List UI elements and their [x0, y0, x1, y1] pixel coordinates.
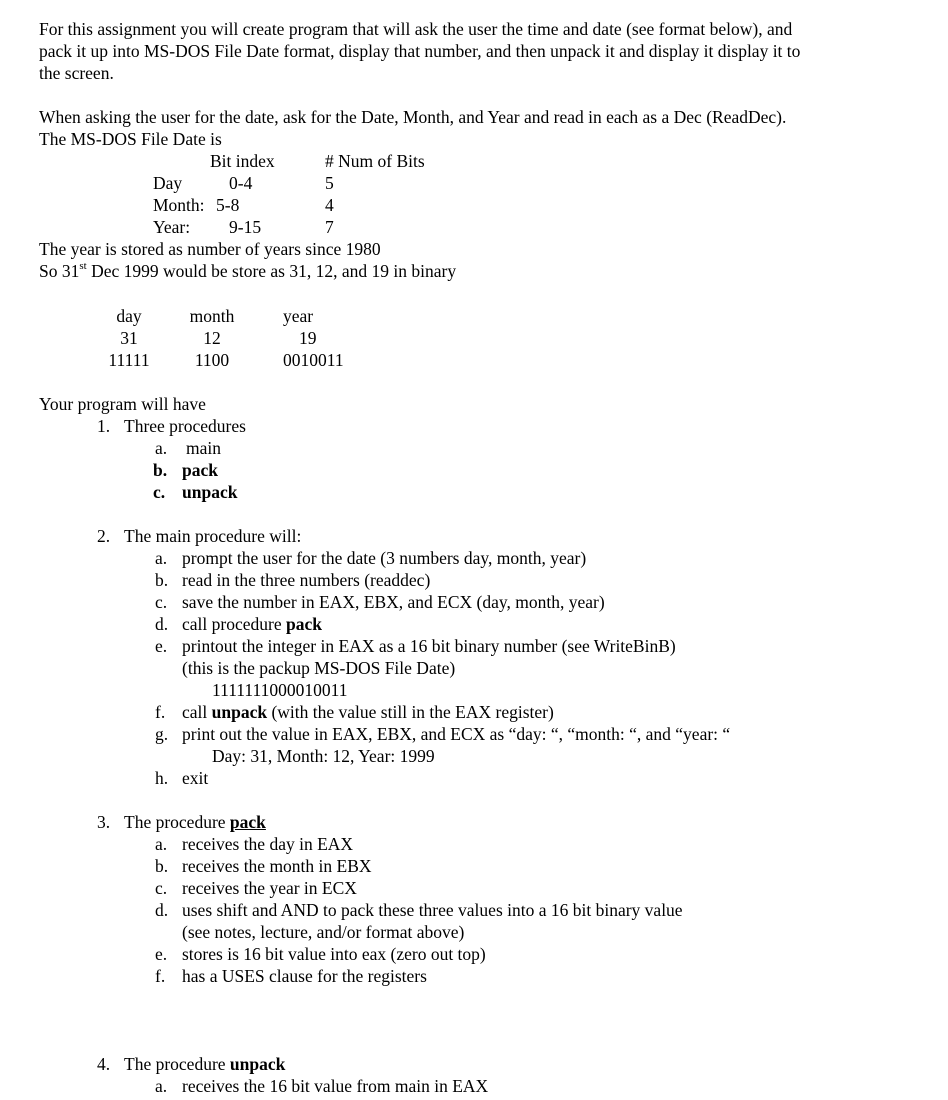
year-note-line-1: The year is stored as number of years since 1980 — [39, 239, 381, 259]
pack-e-letter: e. — [155, 944, 168, 964]
main-g-example: Day: 31, Month: 12, Year: 1999 — [212, 746, 435, 766]
main-e-letter: e. — [155, 636, 168, 656]
main-b-letter: b. — [155, 570, 169, 590]
row-year-label: Year: — [153, 217, 191, 237]
main-f-bold: unpack — [211, 702, 268, 722]
pack-c-letter: c. — [155, 878, 168, 898]
pack-e-text: stores is 16 bit value into eax (zero out top) — [182, 944, 486, 964]
example-day-label: day — [116, 306, 142, 326]
asking-line-2: The MS-DOS File Date is — [39, 129, 222, 149]
row-day-label: Day — [153, 173, 183, 193]
pack-b-text: receives the month in EBX — [182, 856, 372, 876]
pack-title: The procedure pack — [124, 812, 266, 832]
main-d-text: call procedure pack — [182, 614, 322, 634]
pack-d-line2: (see notes, lecture, and/or format above) — [182, 922, 465, 942]
pack-title-bold: pack — [229, 812, 266, 832]
proc-a-text: main — [186, 438, 221, 458]
main-c-letter: c. — [155, 592, 168, 612]
main-e-text: printout the integer in EAX as a 16 bit binary number (see WriteBinB) — [182, 636, 676, 656]
main-g-letter: g. — [155, 724, 169, 744]
item1-text: Three procedures — [124, 416, 246, 436]
example-day-dec: 31 — [120, 328, 138, 348]
example-month-column — [180, 305, 244, 371]
pack-f-letter: f. — [155, 966, 166, 986]
intro-line-3: the screen. — [39, 63, 114, 83]
proc-a-letter: a. — [155, 438, 168, 458]
pack-c-text: receives the year in ECX — [182, 878, 357, 898]
intro-line-1: For this assignment you will create program that will ask the user the time and date (see format below), and — [39, 19, 793, 39]
main-h-letter: h. — [155, 768, 169, 788]
main-b-text: read in the three numbers (readdec) — [182, 570, 431, 590]
unpack-number: 4. — [97, 1054, 111, 1074]
example-month-label: month — [189, 306, 235, 326]
main-a-letter: a. — [155, 548, 168, 568]
proc-b-letter: b. — [153, 460, 168, 480]
row-day-count: 5 — [325, 173, 334, 193]
ordinal-suffix: st — [79, 260, 87, 273]
row-month-count: 4 — [325, 195, 334, 215]
row-day-bits: 0-4 — [229, 173, 253, 193]
unpack-title-bold: unpack — [229, 1054, 286, 1074]
example-year-dec: 19 — [299, 328, 317, 348]
main-f-letter: f. — [155, 702, 166, 722]
main-g-text: print out the value in EAX, EBX, and ECX as “day: “, “month: “, and “year: “ — [182, 724, 731, 744]
intro-paragraph — [39, 18, 919, 84]
example-day-bin: 11111 — [108, 350, 150, 370]
row-year-count: 7 — [325, 217, 334, 237]
main-e-line2: (this is the packup MS-DOS File Date) — [182, 658, 456, 678]
unpack-title: The procedure unpack — [124, 1054, 286, 1074]
main-title: The main procedure will: — [124, 526, 302, 546]
main-f-text: call unpack (with the value still in the EAX register) — [182, 702, 554, 722]
row-month-label: Month: — [153, 195, 205, 215]
year-note — [39, 238, 919, 282]
example-year-bin: 0010011 — [283, 350, 344, 370]
example-month-bin: 1100 — [194, 350, 230, 370]
pack-number: 3. — [97, 812, 111, 832]
proc-b-text: pack — [182, 460, 218, 480]
proc-c-text: unpack — [182, 482, 238, 502]
main-number: 2. — [97, 526, 111, 546]
row-month-bits: 5-8 — [216, 195, 240, 215]
year-note-line-2: So 31st Dec 1999 would be store as 31, 12, and 19 in binary — [39, 260, 457, 281]
example-month-dec: 12 — [203, 328, 221, 348]
main-d-bold: pack — [285, 614, 322, 634]
unpack-a-letter: a. — [155, 1076, 168, 1096]
main-e-example: 1111111000010011 — [212, 680, 348, 700]
proc-c-letter: c. — [153, 482, 166, 502]
pack-a-letter: a. — [155, 834, 168, 854]
example-year-label: year — [283, 306, 314, 326]
pack-b-letter: b. — [155, 856, 169, 876]
asking-line-1: When asking the user for the date, ask for the Date, Month, and Year and read in each as a Dec (ReadDec). — [39, 107, 787, 127]
main-a-text: prompt the user for the date (3 numbers day, month, year) — [182, 548, 587, 568]
program-title: Your program will have — [39, 394, 206, 414]
example-day-column — [98, 305, 160, 371]
main-d-letter: d. — [155, 614, 169, 634]
main-c-text: save the number in EAX, EBX, and ECX (day, month, year) — [182, 592, 605, 612]
pack-d-text: uses shift and AND to pack these three values into a 16 bit binary value — [182, 900, 683, 920]
item1-number: 1. — [97, 416, 111, 436]
pack-a-text: receives the day in EAX — [182, 834, 354, 854]
example-year-column — [283, 305, 344, 371]
header-num-bits: # Num of Bits — [325, 151, 425, 171]
pack-d-letter: d. — [155, 900, 169, 920]
main-h-text: exit — [182, 768, 209, 788]
asking-paragraph — [39, 106, 919, 150]
intro-line-2: pack it up into MS-DOS File Date format, display that number, and then unpack it and display it display it to — [39, 41, 801, 61]
header-bit-index: Bit index — [210, 151, 275, 171]
unpack-a-text: receives the 16 bit value from main in EAX — [182, 1076, 489, 1096]
row-year-bits: 9-15 — [229, 217, 262, 237]
pack-f-text: has a USES clause for the registers — [182, 966, 427, 986]
